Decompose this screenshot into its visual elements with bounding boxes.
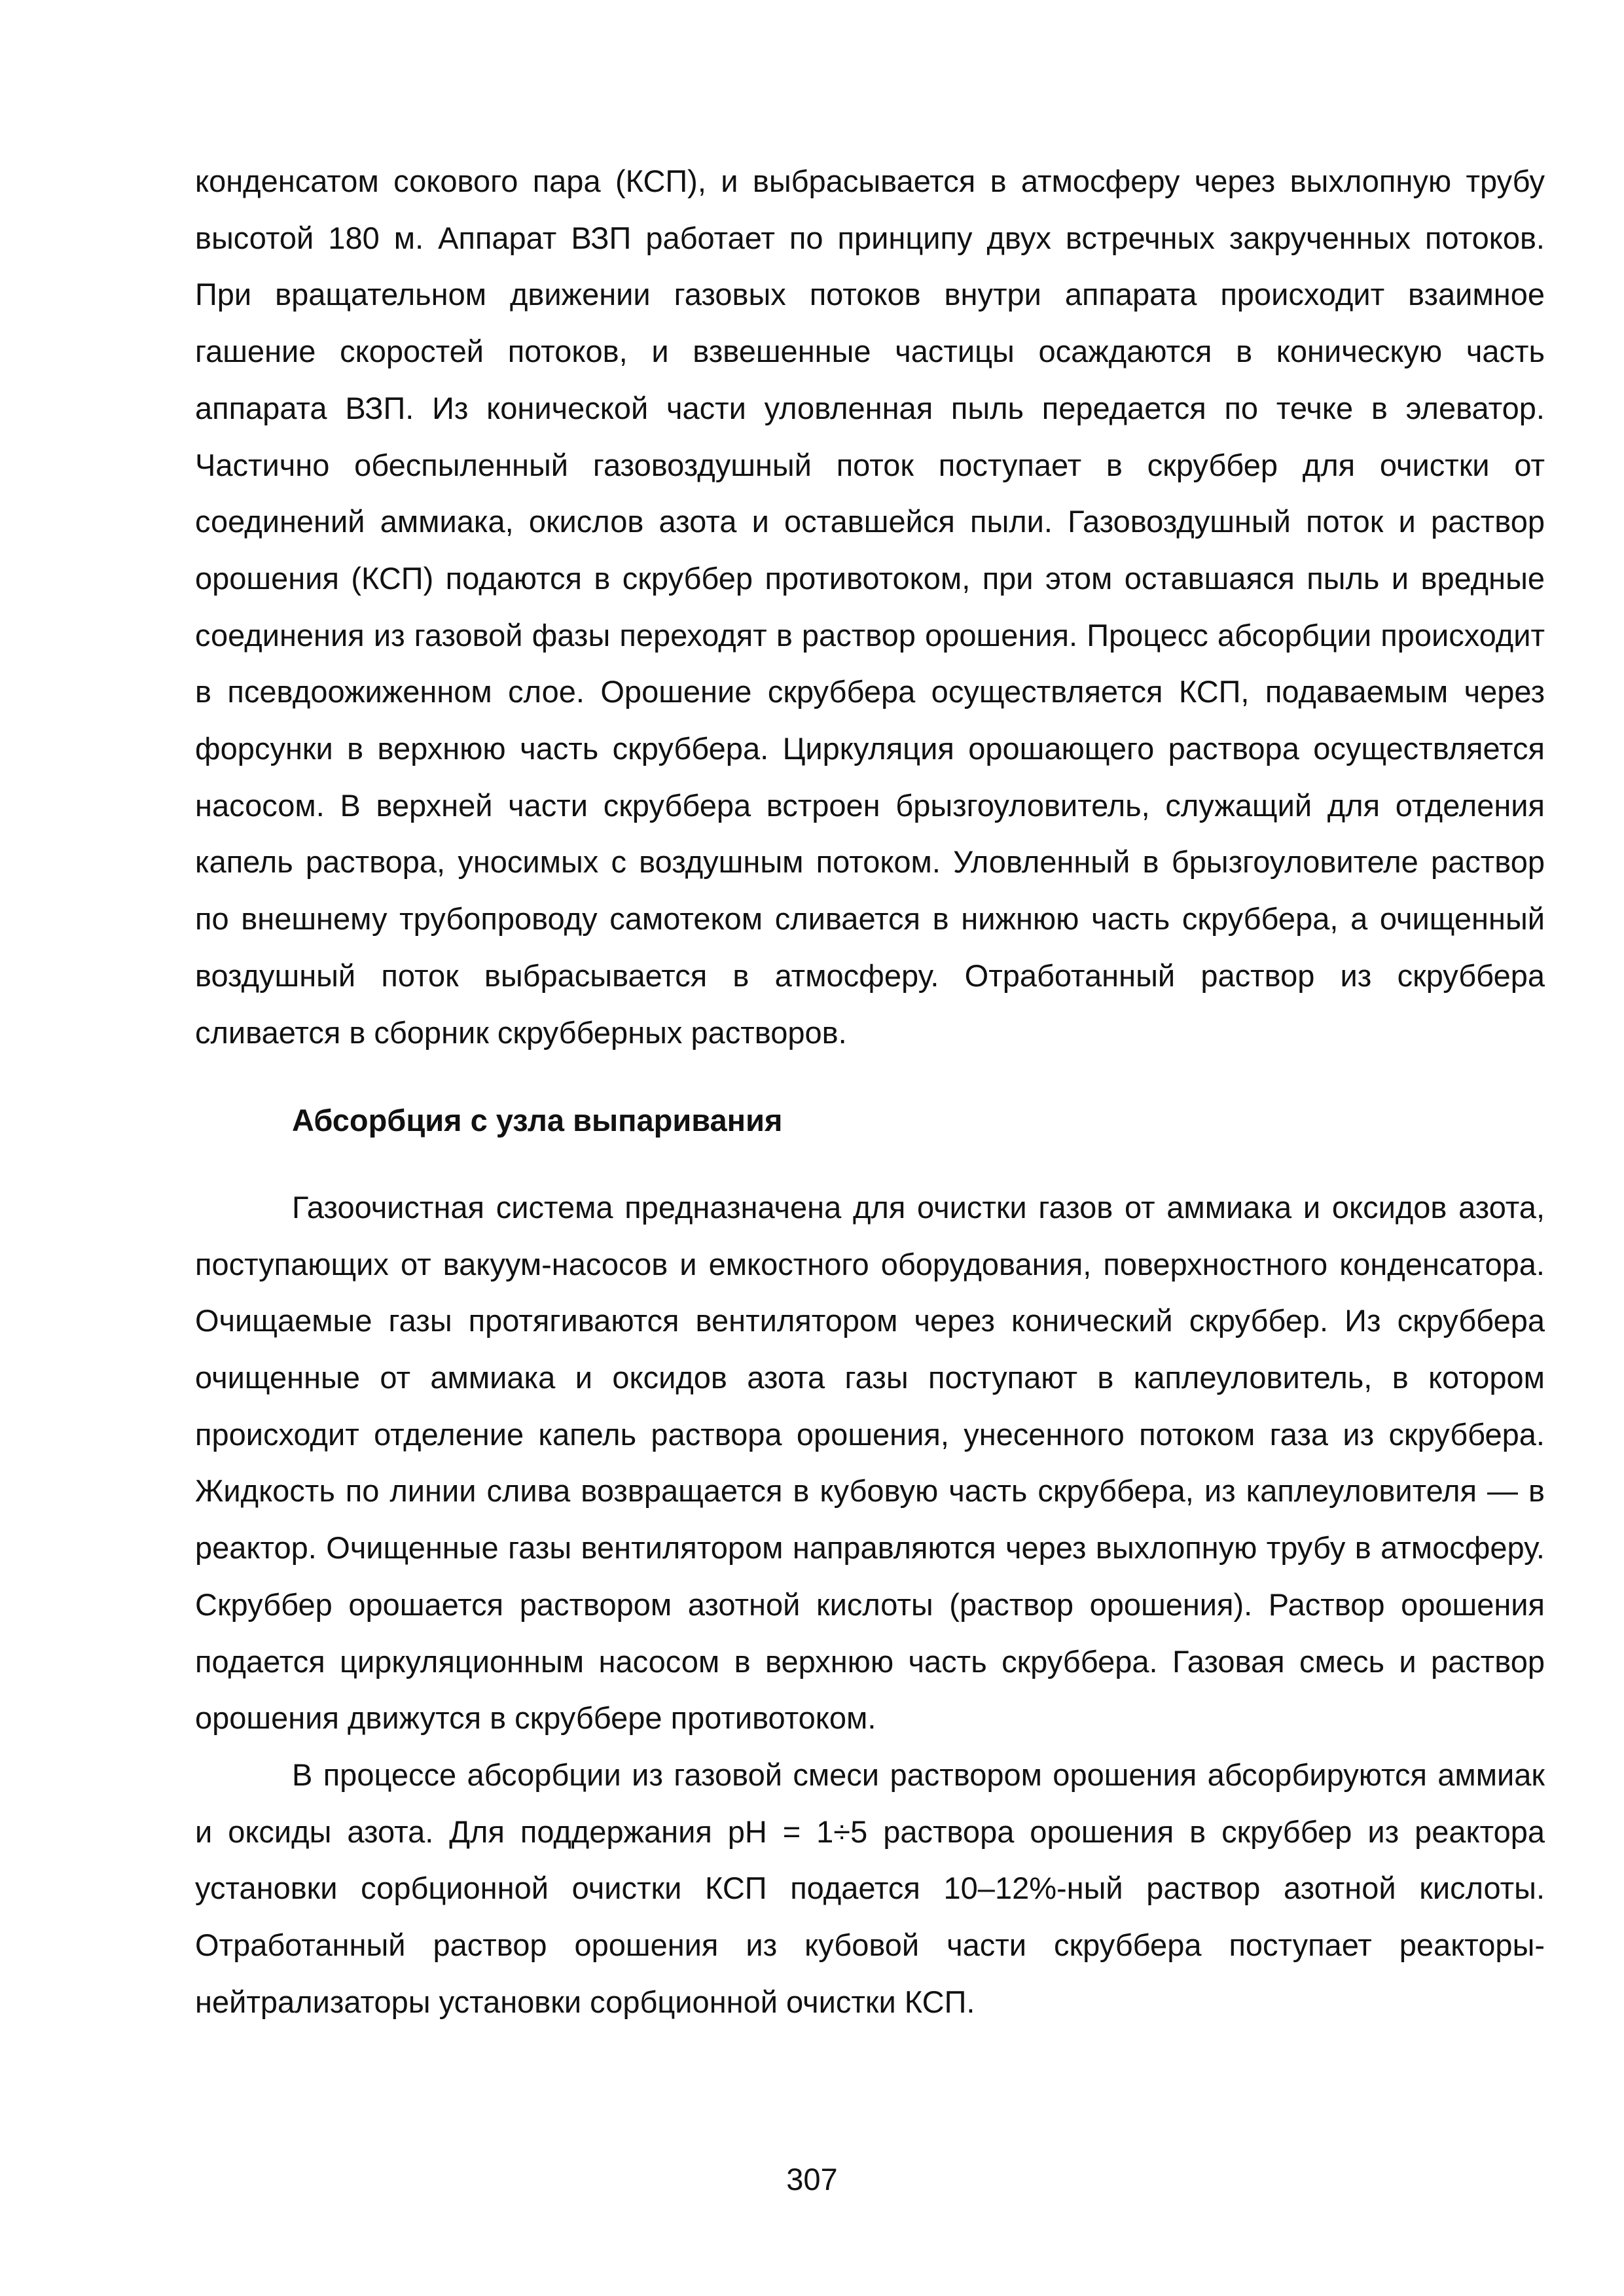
page-number: 307 [786, 2162, 838, 2197]
paragraph-absorption-process: В процессе абсорбции из газовой смеси раствором орошения абсорбируются аммиак и оксиды азота. Для поддержания pH = 1÷5 раствора орошения в скруббер из реактора установки сорбционной очистки КСП подается 10–12%-ный раствор азотной кислоты. Отработанный раствор орошения из кубовой части скруббера поступает реакторы-нейтрализаторы установки сорбционной очистки КСП. [195, 1757, 1545, 2019]
spacer [195, 1149, 1545, 1179]
section-heading: Абсорбция с узла выпаривания [292, 1103, 783, 1138]
spacer [195, 1061, 1545, 1092]
paragraph-gas-cleaning-system: Газоочистная система предназначена для очистки газов от аммиака и оксидов азота, поступающих от вакуум-насосов и емкостного оборудования, поверхностного конденсатора. Очищаемые газы протягиваются вентилятором через конический скруббер. Из скруббера очищенные от аммиака и оксидов азота газы поступают в каплеуловитель, в котором происходит отделение капель раствора орошения, унесенного потоком газа из скруббера. Жидкость по линии слива возвращается в кубовую часть скруббера, из каплеуловителя — в реактор. Очищенные газы вентилятором направляются через выхлопную трубу в атмосферу. Скруббер орошается раствором азотной кислоты (раствор орошения). Раствор орошения подается циркуляционным насосом в верхнюю часть скруббера. Газовая смесь и раствор орошения движутся в скруббере противотоком. [195, 1189, 1545, 1736]
page-content [195, 153, 1545, 2031]
paragraph-continuation: конденсатом сокового пара (КСП), и выбрасывается в атмосферу через выхлопную трубу высотой 180 м. Аппарат ВЗП работает по принципу двух встречных закрученных потоков. При вращательном движении газовых потоков внутри аппарата происходит взаимное гашение скоростей потоков, и взвешенные частицы осаждаются в коническую часть аппарата ВЗП. Из конической части уловленная пыль передается по течке в элеватор. Частично обеспыленный газовоздушный поток поступает в скруббер для очистки от соединений аммиака, окислов азота и оставшейся пыли. Газовоздушный поток и раствор орошения (КСП) подаются в скруббер противотоком, при этом оставшаяся пыль и вредные соединения из газовой фазы переходят в раствор орошения. Процесс абсорбции происходит в псевдоожиженном слое. Орошение скруббера осуществляется КСП, подаваемым через форсунки в верхнюю часть скруббера. Циркуляция орошающего раствора осуществляется насосом. В верхней части скруббера встроен брызгоуловитель, служащий для отделения капель раствора, уносимых с воздушным потоком. Уловленный в брызгоуловителе раствор по внешнему трубопроводу самотеком сливается в нижнюю часть скруббера, а очищенный воздушный поток выбрасывается в атмосферу. Отработанный раствор из скруббера сливается в сборник скрубберных растворов. [195, 164, 1545, 1050]
